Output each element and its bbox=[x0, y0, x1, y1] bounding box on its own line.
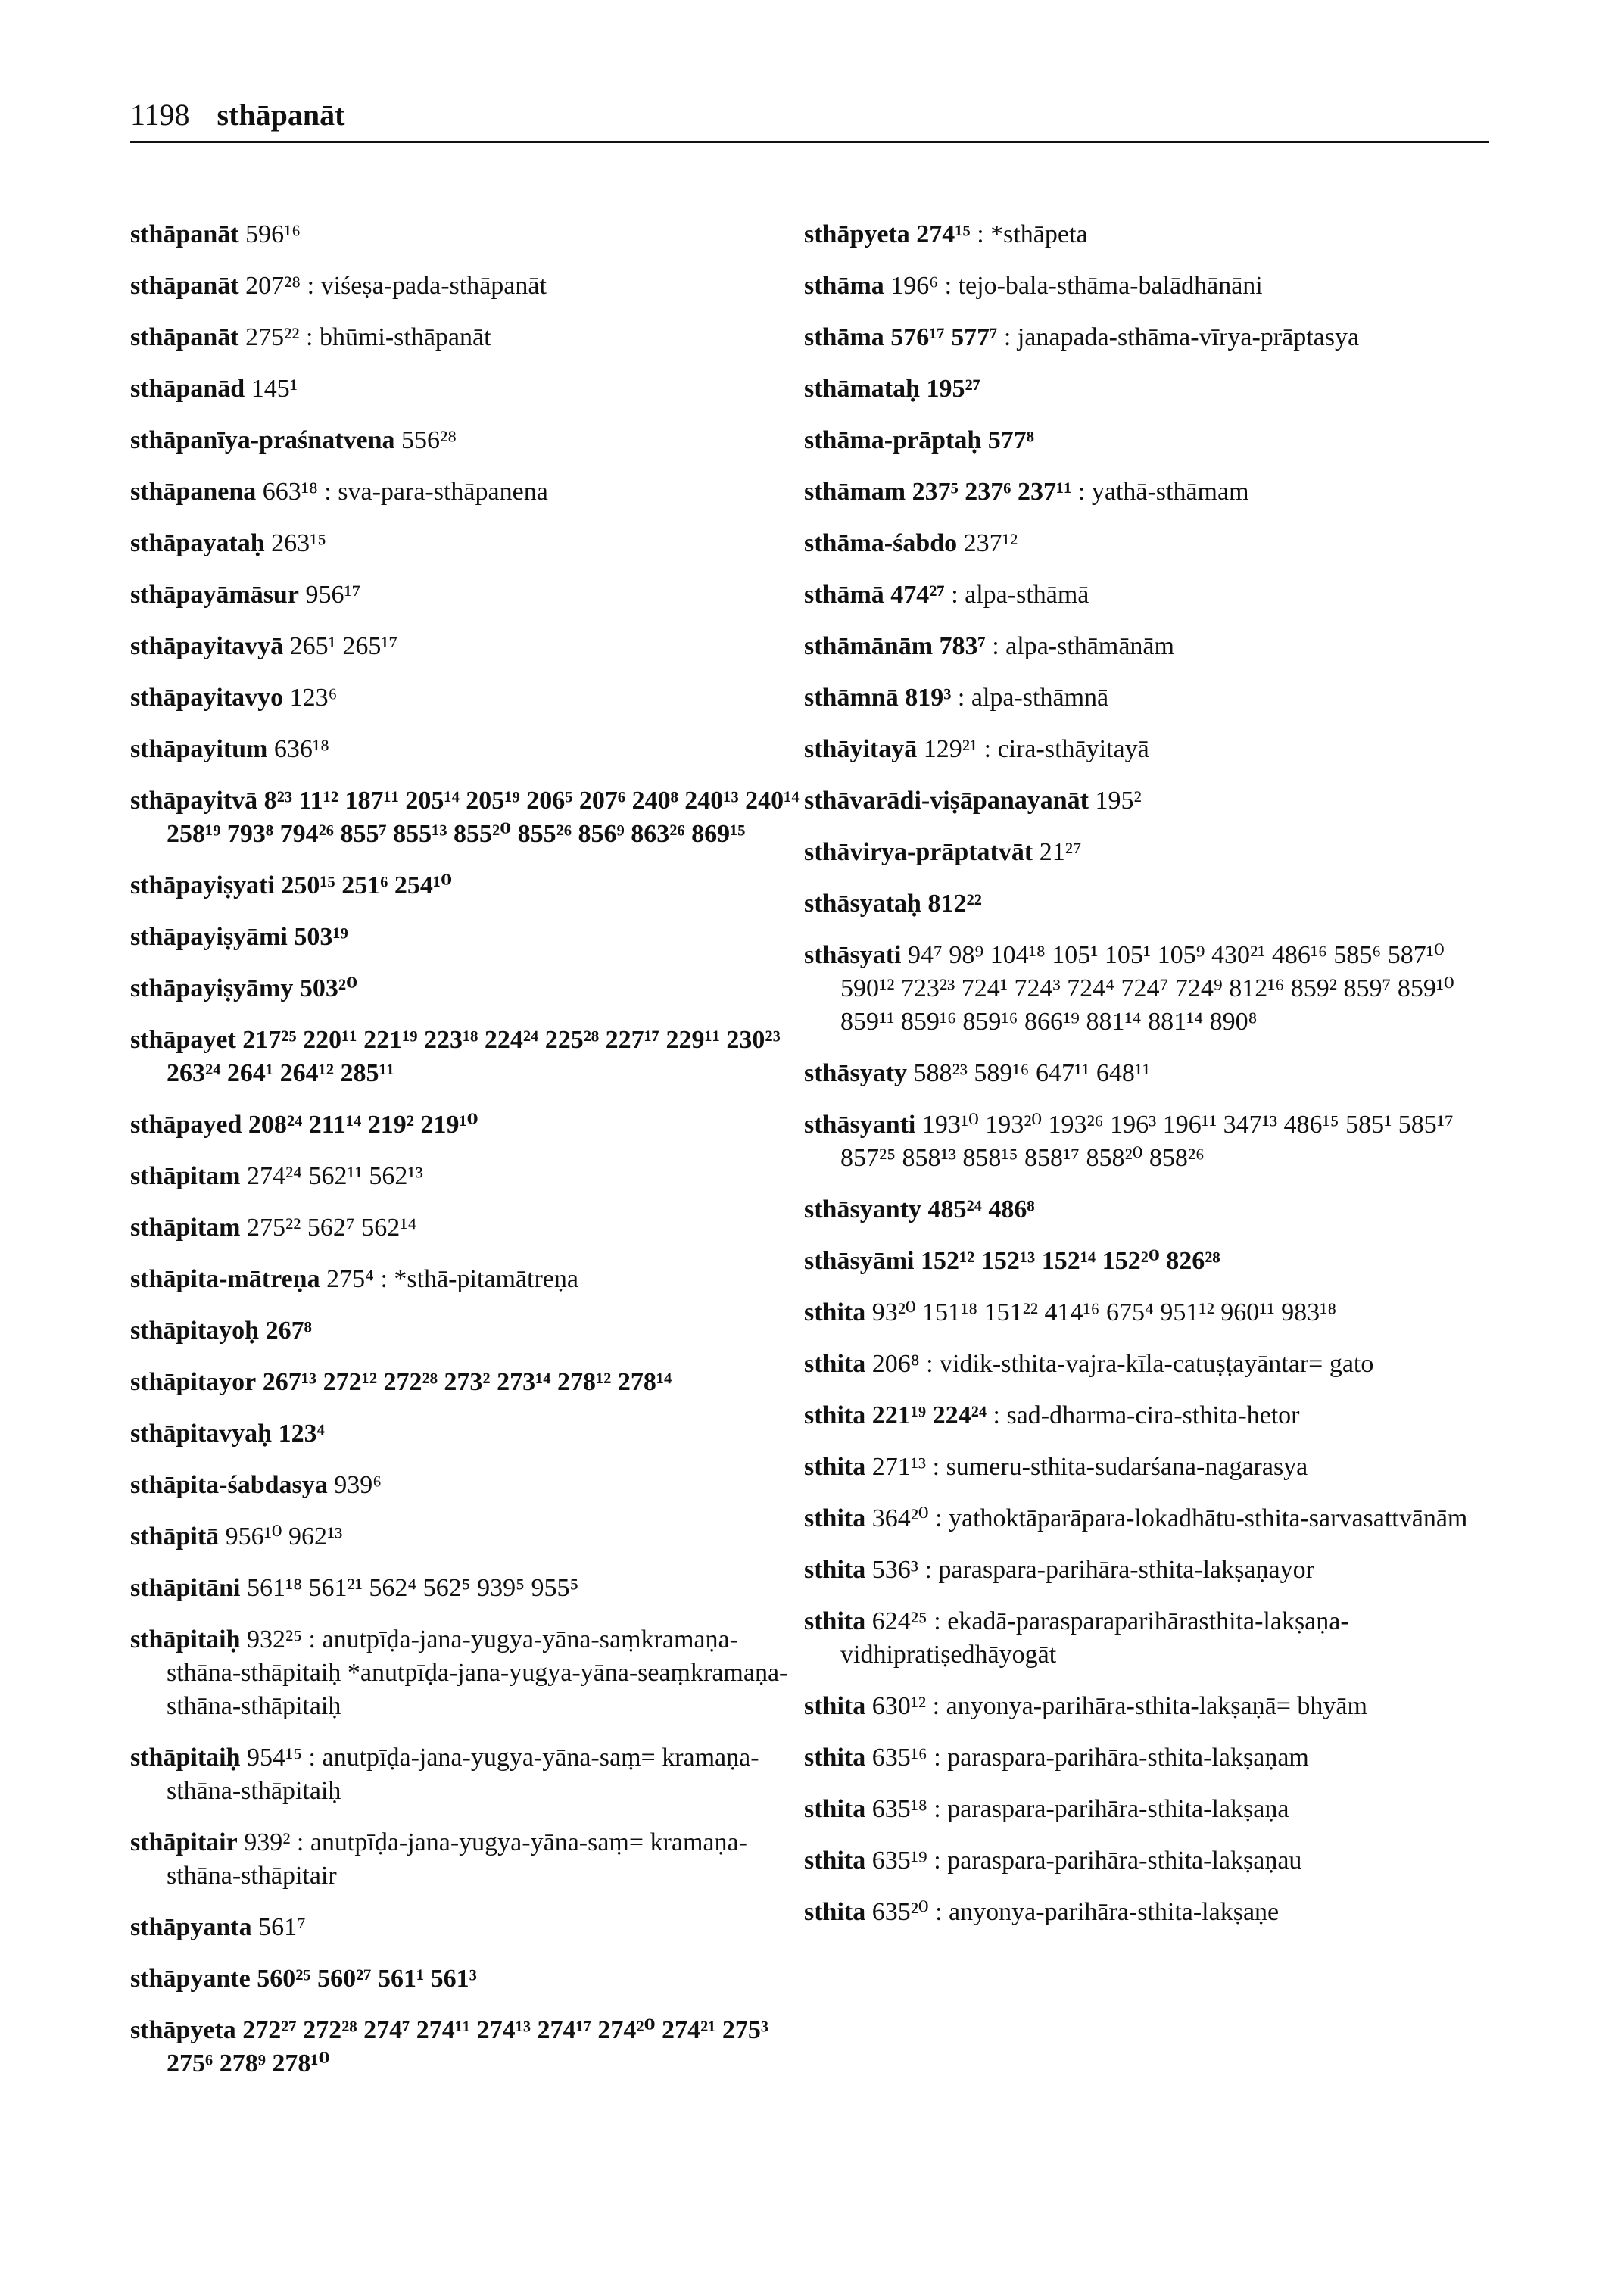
entry-gloss: : sad-dharma-cira-sthita-hetor bbox=[987, 1401, 1300, 1429]
entry-references: 145¹ bbox=[251, 375, 298, 403]
entry-headword: sthāmnā bbox=[804, 684, 899, 712]
entry-gloss: : yathā-sthāmam bbox=[1071, 478, 1249, 506]
index-entry bbox=[130, 1962, 812, 1996]
entry-gloss: : paraspara-parihāra-sthita-lakṣaṇayor bbox=[918, 1556, 1314, 1584]
entry-references: 939² bbox=[244, 1828, 291, 1856]
entry-references: 152¹² 152¹³ 152¹⁴ 152²⁰ 826²⁸ bbox=[920, 1247, 1220, 1275]
entry-references: 635¹⁸ bbox=[871, 1795, 927, 1823]
index-entry bbox=[804, 836, 1501, 869]
entry-headword: sthita bbox=[804, 1898, 866, 1926]
entry-references: 250¹⁵ 251⁶ 254¹⁰ bbox=[281, 871, 452, 899]
index-entry bbox=[130, 681, 812, 715]
index-entry bbox=[130, 372, 812, 406]
entry-gloss: : tejo-bala-sthāma-balādhānāni bbox=[938, 272, 1263, 300]
entry-headword: sthāvarādi-viṣāpanayanāt bbox=[804, 787, 1089, 815]
entry-headword: sthāpayiṣyati bbox=[130, 871, 275, 899]
index-entry bbox=[804, 1605, 1501, 1672]
entry-headword: sthāpanāt bbox=[130, 220, 239, 248]
entry-references: 195²⁷ bbox=[926, 375, 980, 403]
index-entry bbox=[130, 1911, 812, 1944]
entry-references: 932²⁵ bbox=[247, 1625, 303, 1653]
index-entry bbox=[130, 921, 812, 954]
entry-headword: sthāpitayoḥ bbox=[130, 1317, 260, 1345]
entry-references: 94⁷ 98⁹ 104¹⁸ 105¹ 105¹ 105⁹ 430²¹ 486¹⁶ 585⁶ 587¹⁰ 590¹² 723²³ 724¹ 724³ 724⁴ 724⁷ 724⁹ 812¹⁶ 859² 859⁷ 859¹⁰ 859¹¹ 859¹⁶ 859¹⁶ 866¹⁹ 881¹⁴ 881¹⁴ 890⁸ bbox=[840, 941, 1454, 1036]
entry-headword: sthāmā bbox=[804, 581, 884, 609]
entry-headword: sthāma-prāptaḥ bbox=[804, 426, 982, 454]
index-entry bbox=[804, 1793, 1501, 1826]
entry-headword: sthāsyaty bbox=[804, 1059, 908, 1087]
entry-headword: sthāvirya-prāptatvāt bbox=[804, 838, 1033, 866]
index-entry bbox=[130, 1024, 812, 1090]
index-entry bbox=[804, 270, 1501, 303]
index-entry bbox=[804, 218, 1501, 251]
entry-references: 274²⁴ 562¹¹ 562¹³ bbox=[246, 1162, 423, 1190]
entry-headword: sthāpyanta bbox=[130, 1913, 252, 1941]
index-entry bbox=[130, 630, 812, 663]
entry-gloss: : sva-para-sthāpanena bbox=[317, 478, 548, 506]
entry-headword: sthāpayitavyo bbox=[130, 684, 284, 712]
entry-references: 576¹⁷ 577⁷ bbox=[890, 323, 998, 351]
index-entry bbox=[130, 578, 812, 612]
entry-references: 939⁶ bbox=[334, 1471, 382, 1499]
entry-references: 123⁴ bbox=[278, 1420, 325, 1448]
entry-references: 474²⁷ bbox=[890, 581, 945, 609]
entry-references: 954¹⁵ bbox=[247, 1744, 303, 1772]
index-entry bbox=[804, 784, 1501, 818]
entry-headword: sthita bbox=[804, 1298, 866, 1326]
index-entry bbox=[130, 1623, 812, 1723]
entry-headword: sthita bbox=[804, 1607, 866, 1635]
entry-references: 503¹⁹ bbox=[294, 923, 348, 951]
entry-headword: sthāpanīya-praśnatvena bbox=[130, 426, 395, 454]
entry-headword: sthāmānām bbox=[804, 632, 934, 660]
entry-references: 275⁴ bbox=[326, 1265, 374, 1293]
entry-headword: sthita bbox=[804, 1453, 866, 1481]
index-entry bbox=[804, 1690, 1501, 1723]
index-entry bbox=[130, 1572, 812, 1605]
entry-headword: sthita bbox=[804, 1744, 866, 1772]
index-entry bbox=[804, 1193, 1501, 1226]
entry-gloss: : vidik-sthita-vajra-kīla-catuṣṭayāntar= gato bbox=[919, 1350, 1374, 1378]
entry-references: 221¹⁹ 224²⁴ bbox=[871, 1401, 987, 1429]
index-entry bbox=[130, 1263, 812, 1296]
entry-headword: sthāpitam bbox=[130, 1162, 241, 1190]
entry-references: 8²³ 11¹² 187¹¹ 205¹⁴ 205¹⁹ 206⁵ 207⁶ 240⁸ 240¹³ 240¹⁴ 258¹⁹ 793⁸ 794²⁶ 855⁷ 855¹³ 855²⁰ 855²⁶ 856⁹ 863²⁶ 869¹⁵ bbox=[167, 787, 800, 848]
entry-headword: sthāsyāmi bbox=[804, 1247, 915, 1275]
entry-gloss: : alpa-sthāmnā bbox=[951, 684, 1109, 712]
entry-headword: sthāpitaiḥ bbox=[130, 1625, 241, 1653]
entry-references: 207²⁸ bbox=[245, 272, 301, 300]
entry-references: 274¹⁵ bbox=[916, 220, 971, 248]
entry-references: 196⁶ bbox=[890, 272, 939, 300]
entry-gloss: : viśeṣa-pada-sthāpanāt bbox=[301, 272, 547, 300]
entry-headword: sthāpitā bbox=[130, 1523, 220, 1551]
entry-gloss: : alpa-sthāmānām bbox=[985, 632, 1174, 660]
entry-gloss: : ekadā-parasparaparihārasthita-lakṣaṇa-vidhipratiṣedhāyogāt bbox=[840, 1607, 1349, 1669]
index-entry bbox=[804, 733, 1501, 766]
entry-references: 272²⁷ 272²⁸ 274⁷ 274¹¹ 274¹³ 274¹⁷ 274²⁰ 274²¹ 275³ 275⁶ 278⁹ 278¹⁰ bbox=[167, 2016, 769, 2077]
index-entry bbox=[804, 681, 1501, 715]
entry-references: 812²² bbox=[927, 890, 982, 918]
entry-references: 560²⁵ 560²⁷ 561¹ 561³ bbox=[257, 1965, 477, 1993]
entry-references: 217²⁵ 220¹¹ 221¹⁹ 223¹⁸ 224²⁴ 225²⁸ 227¹⁷ 229¹¹ 230²³ 263²⁴ 264¹ 264¹² 285¹¹ bbox=[167, 1026, 781, 1087]
entry-headword: sthāpyeta bbox=[130, 2016, 236, 2044]
entry-references: 536³ bbox=[871, 1556, 918, 1584]
entry-headword: sthāpita-śabdasya bbox=[130, 1471, 328, 1499]
entry-references: 596¹⁶ bbox=[245, 220, 301, 248]
entry-headword: sthāsyanty bbox=[804, 1195, 921, 1223]
entry-references: 663¹⁸ bbox=[262, 478, 318, 506]
index-entry bbox=[130, 2014, 812, 2080]
entry-gloss: : anutpīḍa-jana-yugya-yāna-saṃ= kramaṇa-sthāna-sthāpitaiḥ bbox=[167, 1744, 759, 1805]
entry-headword: sthāpita-mātreṇa bbox=[130, 1265, 320, 1293]
entry-references: 267⁸ bbox=[265, 1317, 312, 1345]
left-column bbox=[130, 218, 812, 2099]
entry-references: 263¹⁵ bbox=[271, 529, 327, 557]
entry-references: 556²⁸ bbox=[401, 426, 457, 454]
entry-references: 208²⁴ 211¹⁴ 219² 219¹⁰ bbox=[248, 1111, 478, 1139]
index-entry bbox=[804, 1399, 1501, 1432]
entry-headword: sthāsyanti bbox=[804, 1111, 916, 1139]
entry-gloss: : janapada-sthāma-vīrya-prāptasya bbox=[997, 323, 1360, 351]
entry-headword: sthāpayitavyā bbox=[130, 632, 284, 660]
index-entry bbox=[804, 1348, 1501, 1381]
entry-references: 561⁷ bbox=[258, 1913, 306, 1941]
entry-gloss: : anyonya-parihāra-sthita-lakṣaṇe bbox=[928, 1898, 1280, 1926]
entry-headword: sthāmataḥ bbox=[804, 375, 921, 403]
entry-headword: sthita bbox=[804, 1350, 866, 1378]
entry-references: 271¹³ bbox=[871, 1453, 927, 1481]
entry-headword: sthāpayiṣyāmy bbox=[130, 974, 294, 1002]
index-entry bbox=[130, 869, 812, 902]
entry-references: 635²⁰ bbox=[871, 1898, 929, 1926]
index-entry bbox=[130, 1741, 812, 1808]
index-entry bbox=[130, 1826, 812, 1893]
entry-headword: sthāpyeta bbox=[804, 220, 910, 248]
index-entry bbox=[130, 784, 812, 851]
entry-gloss: : paraspara-parihāra-sthita-lakṣaṇau bbox=[927, 1847, 1302, 1875]
entry-headword: sthāpitair bbox=[130, 1828, 238, 1856]
index-entry bbox=[130, 1520, 812, 1554]
entry-references: 956¹⁷ bbox=[305, 581, 361, 609]
entry-gloss: : anutpīḍa-jana-yugya-yāna-saṃ= kramaṇa-sthāna-sthāpitair bbox=[167, 1828, 747, 1890]
entry-gloss: : paraspara-parihāra-sthita-lakṣaṇam bbox=[927, 1744, 1309, 1772]
index-entry bbox=[804, 372, 1501, 406]
entry-gloss: : cira-sthāyitayā bbox=[977, 735, 1149, 763]
index-entry bbox=[804, 1245, 1501, 1278]
index-entry bbox=[130, 321, 812, 354]
entry-headword: sthita bbox=[804, 1847, 866, 1875]
entry-headword: sthita bbox=[804, 1795, 866, 1823]
entry-references: 624²⁵ bbox=[871, 1607, 927, 1635]
entry-headword: sthāpanena bbox=[130, 478, 257, 506]
entry-headword: sthāpayiṣyāmi bbox=[130, 923, 288, 951]
index-entry bbox=[130, 1314, 812, 1348]
index-entry bbox=[804, 1844, 1501, 1878]
entry-headword: sthāsyati bbox=[804, 941, 902, 969]
index-entry bbox=[804, 1451, 1501, 1484]
entry-references: 129²¹ bbox=[923, 735, 978, 763]
entry-gloss: : yathoktāparāpara-lokadhātu-sthita-sarvasattvānām bbox=[928, 1504, 1468, 1532]
index-entry bbox=[804, 1057, 1501, 1090]
entry-references: 21²⁷ bbox=[1039, 838, 1082, 866]
index-entry bbox=[130, 1469, 812, 1502]
entry-gloss: : *sthā-pitamātreṇa bbox=[373, 1265, 578, 1293]
entry-headword: sthāpitayor bbox=[130, 1368, 257, 1396]
index-entry bbox=[804, 475, 1501, 509]
entry-headword: sthāpitaiḥ bbox=[130, 1744, 241, 1772]
entry-headword: sthāma-śabdo bbox=[804, 529, 958, 557]
index-entry bbox=[130, 1160, 812, 1193]
entry-headword: sthāsyataḥ bbox=[804, 890, 921, 918]
entry-references: 819³ bbox=[905, 684, 952, 712]
entry-references: 237⁵ 237⁶ 237¹¹ bbox=[912, 478, 1072, 506]
entry-headword: sthāpayitvā bbox=[130, 787, 258, 815]
entry-references: 193¹⁰ 193²⁰ 193²⁶ 196³ 196¹¹ 347¹³ 486¹⁵ 585¹ 585¹⁷ 857²⁵ 858¹³ 858¹⁵ 858¹⁷ 858²⁰ 858²⁶ bbox=[840, 1111, 1454, 1172]
entry-gloss: : alpa-sthāmā bbox=[944, 581, 1089, 609]
index-entry bbox=[130, 270, 812, 303]
index-entry bbox=[130, 972, 812, 1005]
index-entry bbox=[130, 1211, 812, 1245]
entry-headword: sthāpayed bbox=[130, 1111, 242, 1139]
entry-headword: sthāma bbox=[804, 323, 884, 351]
entry-references: 503²⁰ bbox=[299, 974, 357, 1002]
running-head: sthāpanāt bbox=[217, 98, 345, 132]
entry-references: 206⁸ bbox=[871, 1350, 920, 1378]
entry-headword: sthita bbox=[804, 1401, 866, 1429]
entry-references: 93²⁰ 151¹⁸ 151²² 414¹⁶ 675⁴ 951¹² 960¹¹ 983¹⁸ bbox=[871, 1298, 1337, 1326]
entry-headword: sthita bbox=[804, 1556, 866, 1584]
entry-references: 123⁶ bbox=[289, 684, 338, 712]
entry-references: 588²³ 589¹⁶ 647¹¹ 648¹¹ bbox=[913, 1059, 1151, 1087]
entry-headword: sthita bbox=[804, 1692, 866, 1720]
index-entry bbox=[130, 1366, 812, 1399]
entry-references: 561¹⁸ 561²¹ 562⁴ 562⁵ 939⁵ 955⁵ bbox=[247, 1574, 579, 1602]
index-entry bbox=[130, 733, 812, 766]
entry-references: 783⁷ bbox=[939, 632, 986, 660]
entry-headword: sthāma bbox=[804, 272, 884, 300]
index-entry bbox=[804, 1741, 1501, 1775]
entry-gloss: : bhūmi-sthāpanāt bbox=[299, 323, 491, 351]
entry-references: 267¹³ 272¹² 272²⁸ 273² 273¹⁴ 278¹² 278¹⁴ bbox=[262, 1368, 672, 1396]
index-entry bbox=[804, 939, 1501, 1039]
entry-headword: sthāpitāni bbox=[130, 1574, 241, 1602]
entry-references: 630¹² bbox=[871, 1692, 927, 1720]
entry-headword: sthāmam bbox=[804, 478, 906, 506]
page-number: 1198 bbox=[130, 98, 190, 132]
entry-gloss: : *sthāpeta bbox=[970, 220, 1088, 248]
index-entry bbox=[804, 887, 1501, 921]
entry-references: 635¹⁶ bbox=[871, 1744, 927, 1772]
entry-gloss: : sumeru-sthita-sudarśana-nagarasya bbox=[926, 1453, 1308, 1481]
entry-references: 635¹⁹ bbox=[871, 1847, 927, 1875]
entry-headword: sthāpanāt bbox=[130, 323, 239, 351]
index-entry bbox=[130, 1417, 812, 1451]
running-header bbox=[130, 97, 344, 133]
index-entry bbox=[804, 527, 1501, 560]
entry-gloss: : paraspara-parihāra-sthita-lakṣaṇa bbox=[927, 1795, 1289, 1823]
entry-references: 195² bbox=[1095, 787, 1142, 815]
index-entry bbox=[130, 475, 812, 509]
index-entry bbox=[804, 1896, 1501, 1929]
entry-headword: sthāpayitum bbox=[130, 735, 268, 763]
entry-references: 636¹⁸ bbox=[273, 735, 329, 763]
entry-references: 237¹² bbox=[963, 529, 1018, 557]
index-entry bbox=[804, 424, 1501, 457]
index-entry bbox=[804, 1554, 1501, 1587]
entry-gloss: : anyonya-parihāra-sthita-lakṣaṇā= bhyām bbox=[926, 1692, 1367, 1720]
entry-headword: sthāpayāmāsur bbox=[130, 581, 299, 609]
index-entry bbox=[130, 527, 812, 560]
entry-references: 265¹ 265¹⁷ bbox=[289, 632, 398, 660]
index-entry bbox=[804, 321, 1501, 354]
entry-references: 275²² 562⁷ 562¹⁴ bbox=[246, 1214, 417, 1242]
entry-headword: sthāpayet bbox=[130, 1026, 236, 1054]
right-column bbox=[804, 218, 1501, 1947]
entry-headword: sthāpitam bbox=[130, 1214, 241, 1242]
index-entry bbox=[804, 1108, 1501, 1175]
entry-references: 485²⁴ 486⁸ bbox=[927, 1195, 1035, 1223]
index-entry bbox=[804, 1502, 1501, 1535]
index-entry bbox=[804, 630, 1501, 663]
entry-references: 956¹⁰ 962¹³ bbox=[225, 1523, 343, 1551]
entry-headword: sthāpitavyaḥ bbox=[130, 1420, 273, 1448]
header-rule bbox=[130, 141, 1489, 143]
entry-references: 577⁸ bbox=[987, 426, 1034, 454]
entry-headword: sthita bbox=[804, 1504, 866, 1532]
entry-gloss: : anutpīḍa-jana-yugya-yāna-saṃkramaṇa-sthāna-sthāpitaiḥ *anutpīḍa-jana-yugya-yāna-seaṃkramaṇa-sthāna-sthāpitaiḥ bbox=[167, 1625, 788, 1720]
entry-headword: sthāpanād bbox=[130, 375, 245, 403]
entry-references: 364²⁰ bbox=[871, 1504, 929, 1532]
entry-headword: sthāyitayā bbox=[804, 735, 918, 763]
entry-headword: sthāpyante bbox=[130, 1965, 251, 1993]
entry-headword: sthāpayataḥ bbox=[130, 529, 265, 557]
index-entry bbox=[130, 1108, 812, 1142]
entry-references: 275²² bbox=[245, 323, 300, 351]
index-entry bbox=[804, 1296, 1501, 1329]
index-entry bbox=[130, 424, 812, 457]
index-entry bbox=[804, 578, 1501, 612]
index-entry bbox=[130, 218, 812, 251]
entry-headword: sthāpanāt bbox=[130, 272, 239, 300]
